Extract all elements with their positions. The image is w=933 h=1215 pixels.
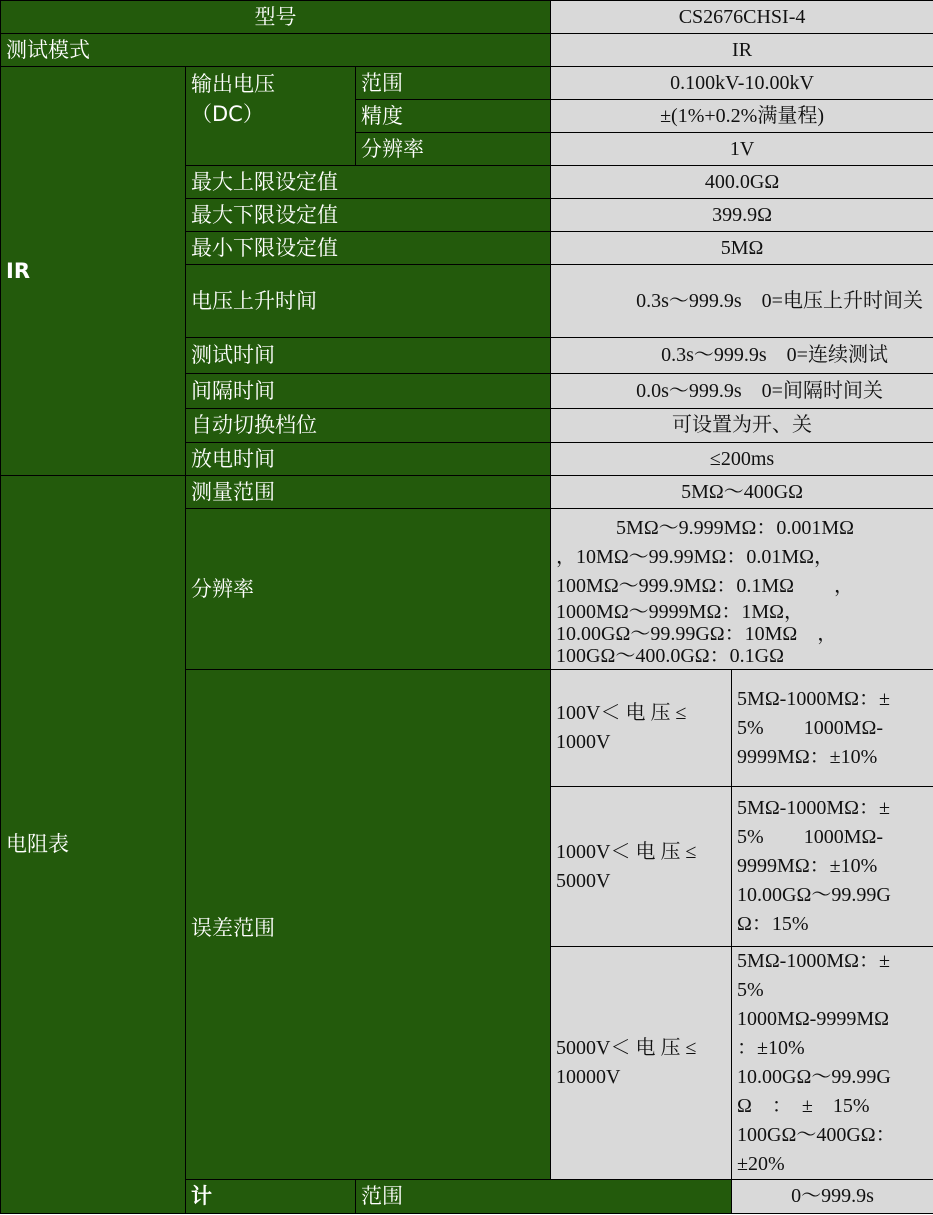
meter-resolution-label: 分辨率: [186, 509, 551, 670]
resolution-line: ，10MΩ～99.99MΩ：0.01MΩ，: [556, 546, 834, 568]
error-voltage-2: 1000V＜ 电 压 ≤ 5000V: [551, 787, 732, 947]
mode-label: 测试模式: [1, 34, 551, 67]
error-range-label: 误差范围: [186, 670, 551, 1180]
error-accuracy-2: 5MΩ-1000MΩ：± 5% 1000MΩ- 9999MΩ：±10% 10.00GΩ～99.99G Ω：15%: [732, 787, 933, 947]
error-voltage-1: 100V＜ 电 压 ≤ 1000V: [551, 670, 732, 787]
interval-value: 0.0s～999.9s 0=间隔时间关: [551, 374, 933, 409]
auto-range-label: 自动切换档位: [186, 409, 551, 443]
resolution-value: 1V: [551, 133, 933, 166]
row-mode: [1, 34, 933, 67]
meter-resolution-value: [551, 509, 933, 670]
max-lower-label: 最大下限设定值: [186, 199, 551, 232]
meter-resolution-lines: [556, 514, 928, 664]
timer-range-label: 范围: [356, 1180, 732, 1214]
row-model: [1, 1, 933, 34]
range-value: 0.100kV-10.00kV: [551, 67, 933, 100]
resolution-line: 1000MΩ～9999MΩ：1MΩ，: [556, 601, 804, 623]
error-accuracy-3: 5MΩ-1000MΩ：± 5% 1000MΩ-9999MΩ ：±10% 10.00GΩ～99.99G Ω ： ± 15% 100GΩ～400GΩ： ±20%: [732, 947, 933, 1180]
resolution-line: 10.00GΩ～99.99GΩ：10MΩ ，: [556, 623, 838, 645]
max-lower-value: 399.9Ω: [551, 199, 933, 232]
auto-range-value: 可设置为开、关: [551, 409, 933, 443]
resolution-line: 100GΩ～400.0GΩ：0.1GΩ: [556, 645, 784, 664]
accuracy-label: 精度: [356, 100, 551, 133]
min-lower-label: 最小下限设定值: [186, 232, 551, 265]
accuracy-value: ±(1%+0.2%满量程): [551, 100, 933, 133]
measure-range-label: 测量范围: [186, 476, 551, 509]
resolution-line: 100MΩ～999.9MΩ：0.1MΩ ，: [556, 575, 854, 597]
model-value: CS2676CHSI-4: [551, 1, 933, 34]
error-accuracy-1: 5MΩ-1000MΩ：± 5% 1000MΩ- 9999MΩ：±10%: [732, 670, 933, 787]
max-upper-value: 400.0GΩ: [551, 166, 933, 199]
rise-time-label: 电压上升时间: [186, 265, 551, 338]
test-time-label: 测试时间: [186, 338, 551, 374]
row-measure-range: [1, 476, 933, 509]
interval-label: 间隔时间: [186, 374, 551, 409]
timer-range-value: 0～999.9s: [732, 1180, 933, 1214]
row-range: [1, 67, 933, 100]
discharge-label: 放电时间: [186, 443, 551, 476]
output-voltage-label: 输出电压 （DC）: [186, 67, 356, 166]
model-label: 型号: [1, 1, 551, 34]
meter-section-label: 电阻表: [1, 476, 186, 1214]
max-upper-label: 最大上限设定值: [186, 166, 551, 199]
error-voltage-3: 5000V＜ 电 压 ≤ 10000V: [551, 947, 732, 1180]
test-time-value: 0.3s～999.9s 0=连续测试: [551, 338, 933, 374]
resolution-line: 5MΩ～9.999MΩ：0.001MΩ: [616, 517, 854, 539]
mode-value: IR: [551, 34, 933, 67]
measure-range-value: 5MΩ～400GΩ: [551, 476, 933, 509]
rise-time-value: 0.3s～999.9s 0=电压上升时间关: [551, 265, 933, 338]
ir-section-label: IR: [1, 67, 186, 476]
discharge-value: ≤200ms: [551, 443, 933, 476]
range-label: 范围: [356, 67, 551, 100]
resolution-label: 分辨率: [356, 133, 551, 166]
min-lower-value: 5MΩ: [551, 232, 933, 265]
timer-section-label: 计: [186, 1180, 356, 1214]
